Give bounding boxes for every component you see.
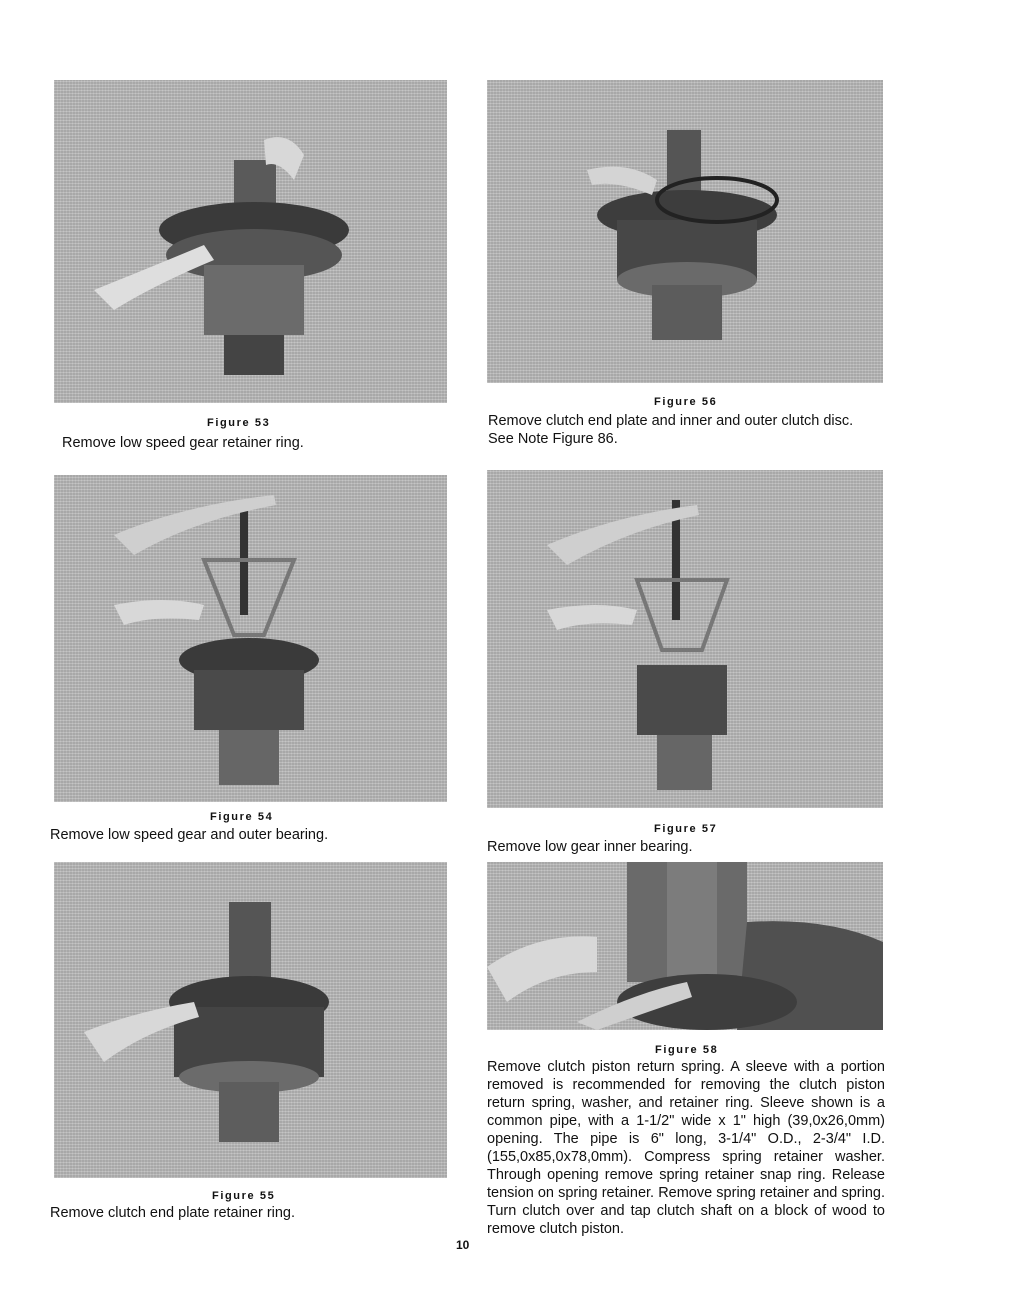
figure-56-caption: Remove clutch end plate and inner and outer clutch disc. (488, 413, 854, 429)
figure-58-label: Figure 58 (655, 1044, 719, 1056)
figure-56-label: Figure 56 (654, 396, 718, 408)
figure-55-photo (54, 862, 447, 1178)
figure-54-caption: Remove low speed gear and outer bearing. (50, 827, 329, 843)
figure-58-caption: Remove clutch piston return spring. A sleeve with a portion removed is recommended for removing the clutch piston return spring, washer, and retainer ring. Sleeve shown is a common pipe, with a 1-1/2" wide x 1" high (39,0x26,0mm) opening. The pipe is 6" long, 3-1/4" O.D., 2-3/4" I.D. (155,0x85,0x78,0mm). Compress spring retainer washer. Through opening remove spring retainer snap ring. Release tension on spring retainer. Remove spring retainer and spring. Turn clutch over and tap clutch shaft on a block of wood to remove clutch piston. (487, 1059, 885, 1237)
figure-53-caption: Remove low speed gear retainer ring. (62, 435, 304, 451)
figure-56-caption-line2: See Note Figure 86. (488, 431, 618, 447)
figure-54-photo (54, 475, 447, 802)
figure-56-photo (487, 80, 883, 383)
figure-53-label: Figure 53 (207, 417, 271, 429)
figure-54-label: Figure 54 (210, 811, 274, 823)
figure-55-caption: Remove clutch end plate retainer ring. (50, 1205, 296, 1221)
page-number: 10 (456, 1238, 470, 1252)
figure-57-caption: Remove low gear inner bearing. (487, 839, 693, 855)
figure-53-photo (54, 80, 447, 403)
figure-57-label: Figure 57 (654, 823, 718, 835)
figure-55-label: Figure 55 (212, 1190, 276, 1202)
figure-58-photo (487, 862, 883, 1030)
figure-57-photo (487, 470, 883, 808)
